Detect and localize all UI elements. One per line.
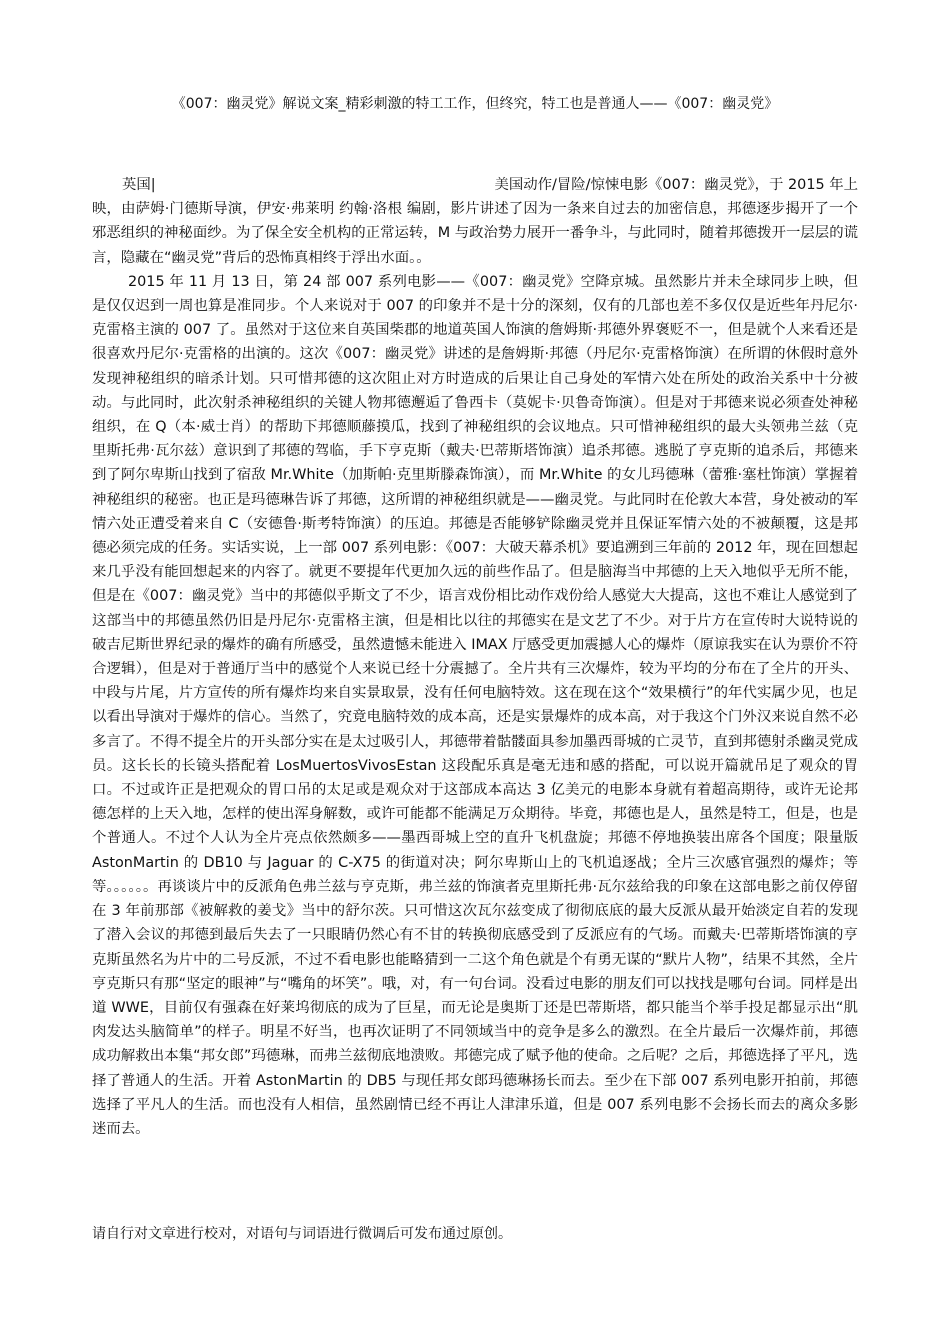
document-title: 《007：幽灵党》解说文案_精彩刺激的特工工作，但终究，特工也是普通人——《007：幽灵党》 [171, 96, 779, 112]
footer-note: 请自行对文章进行校对，对语句与词语进行微调后可发布通过原创。 [92, 1226, 512, 1242]
intro-paragraph: 映，由萨姆·门德斯导演，伊安·弗莱明 约翰·洛根 编剧，影片讲述了因为一条来自过去的加密信息，邦德逐步揭开了一个邪恶组织的神秘面纱。为了保全安全机构的正常运转，M 与政治势力展开一番争斗，与此同时，随着邦德拨开一层层的谎言，隐藏在“幽灵党”背后的恐怖真相终于浮出水面。。 [92, 201, 858, 266]
intro-lead-line [92, 173, 858, 197]
intro-country-label: 英国| [122, 177, 156, 193]
intro-genre-text: 美国动作/冒险/惊悚电影《007：幽灵党》，于 2015 年上 [494, 177, 858, 193]
review-paragraph: 2015 年 11 月 13 日，第 24 部 007 系列电影——《007：幽灵党》空降京城。虽然影片并未全球同步上映，但是仅仅迟到一周也算是准同步。个人来说对于 007 的印象并不是十分的深刻，仅有的几部也差不多仅仅是近些年丹尼尔·克雷格主演的 007 了。虽然对于这位来自英国柴郡的地道英国人饰演的詹姆斯·邦德外界褒贬不一，但是就个人来看还是很喜欢丹尼尔·克雷格的出演的。这次《007：幽灵党》讲述的是詹姆斯·邦德（丹尼尔·克雷格饰演）在所谓的休假时意外发现神秘组织的暗杀计划。只可惜邦德的这次阻止对方时造成的后果让自己身处的军情六处在所处的政治关系中十分被动。与此同时，此次射杀神秘组织的关键人物邦德邂逅了鲁西卡（莫妮卡·贝鲁奇饰演）。但是对于邦德来说必须查处神秘组织，在 Q（本·威士肖）的帮助下邦德顺藤摸瓜，找到了神秘组织的会议地点。只可惜神秘组织的最大头领弗兰兹（克里斯托弗·瓦尔兹）意识到了邦德的驾临，手下亨克斯（戴夫·巴蒂斯塔饰演）追杀邦德。逃脱了亨克斯的追杀后，邦德来到了阿尔卑斯山找到了宿敌 Mr.White（加斯帕·克里斯滕森饰演），而 Mr.White 的女儿玛德琳（蕾雅·塞杜饰演）掌握着神秘组织的秘密。也正是玛德琳告诉了邦德，这所谓的神秘组织就是——幽灵党。与此同时在伦敦大本营，身处被动的军情六处正遭受着来自 C（安德鲁·斯考特饰演）的压迫。邦德是否能够铲除幽灵党并且保证军情六处的不被颠覆，这是邦德必须完成的任务。实话实说，上一部 007 系列电影：《007：大破天幕杀机》要追溯到三年前的 2012 年，现在回想起来几乎没有能回想起来的内容了。就更不要提年代更加久远的前些作品了。但是脑海当中邦德的上天入地似乎无所不能，但是在《007：幽灵党》当中的邦德似乎斯文了不少，语言戏份相比动作戏份给人感觉大大提高，这也不难让人感觉到了这部当中的邦德虽然仍旧是丹尼尔·克雷格主演，但是相比以往的邦德实在是文艺了不少。对于片方在宣传时大说特说的破吉尼斯世界纪录的爆炸的确有所感受，虽然遗憾未能进入 IMAX 厅感受更加震撼人心的爆炸（原谅我实在认为票价不符合逻辑），但是对于普通厅当中的感觉个人来说已经十分震撼了。全片共有三次爆炸，较为平均的分布在了全片的开头、中段与片尾，片方宣传的所有爆炸均来自实景取景，没有任何电脑特效。这在现在这个“效果横行”的年代实属少见，也足以看出导演对于爆炸的信心。当然了，究竟电脑特效的成本高，还是实景爆炸的成本高，对于我这个门外汉来说自然不必多言了。不得不提全片的开头部分实在是太过吸引人，邦德带着骷髅面具参加墨西哥城的亡灵节，直到邦德射杀幽灵党成员。这长长的长镜头搭配着 LosMuertosVivosEstan 这段配乐真是毫无违和感的搭配，可以说开篇就吊足了观众的胃口。不过或许正是把观众的胃口吊的太足或是观众对于这部成本高达 3 亿美元的电影本身就有着超高期待，或许无论邦德怎样的上天入地，怎样的使出浑身解数，或许可能都不能满足万众期待。毕竟，邦德也是人，虽然是特工，但是，也是个普通人。不过个人认为全片亮点依然颇多——墨西哥城上空的直升飞机盘旋；邦德不停地换装出席各个国度；限量版 AstonMartin 的 DB10 与 Jaguar 的 C-X75 的街道对决；阿尔卑斯山上的飞机追逐战；全片三次感官强烈的爆炸；等等。。。。。。再谈谈片中的反派角色弗兰兹与亨克斯，弗兰兹的饰演者克里斯托弗·瓦尔兹给我的印象在这部电影之前仅停留在 3 年前那部《被解救的姜戈》当中的舒尔茨。只可惜这次瓦尔兹变成了彻彻底底的最大反派从最开始淡定自若的发现了潜入会议的邦德到最后失去了一只眼睛仍然心有不甘的转换彻底感受到了反派应有的气场。而戴夫·巴蒂斯塔饰演的亨克斯虽然名为片中的二号反派，不过不看电影也能略猜到一二这个角色就是个有勇无谋的“默片人物”，结果不其然，全片亨克斯只有那“坚定的眼神”与“嘴角的坏笑”。哦，对，有一句台词。没看过电影的朋友们可以找找是哪句台词。同样是出道 WWE，目前仅有强森在好莱坞彻底的成为了巨星，而无论是奥斯丁还是巴蒂斯塔，都只能当个举手投足都显示出“肌肉发达头脑简单”的样子。明星不好当，也再次证明了不同领域当中的竞争是多么的激烈。在全片最后一次爆炸前，邦德成功解救出本集“邦女郎”玛德琳，而弗兰兹彻底地溃败。邦德完成了赋予他的使命。之后呢？之后，邦德选择了平凡，选择了普通人的生活。开着 AstonMartin 的 DB5 与现任邦女郎玛德琳扬长而去。至少在下部 007 系列电影开拍前，邦德选择了平凡人的生活。而也没有人相信，虽然剧情已经不再让人津津乐道，但是 007 系列电影不会扬长而去的离众多影迷而去。 [92, 273, 858, 1137]
article-body [92, 173, 858, 1141]
